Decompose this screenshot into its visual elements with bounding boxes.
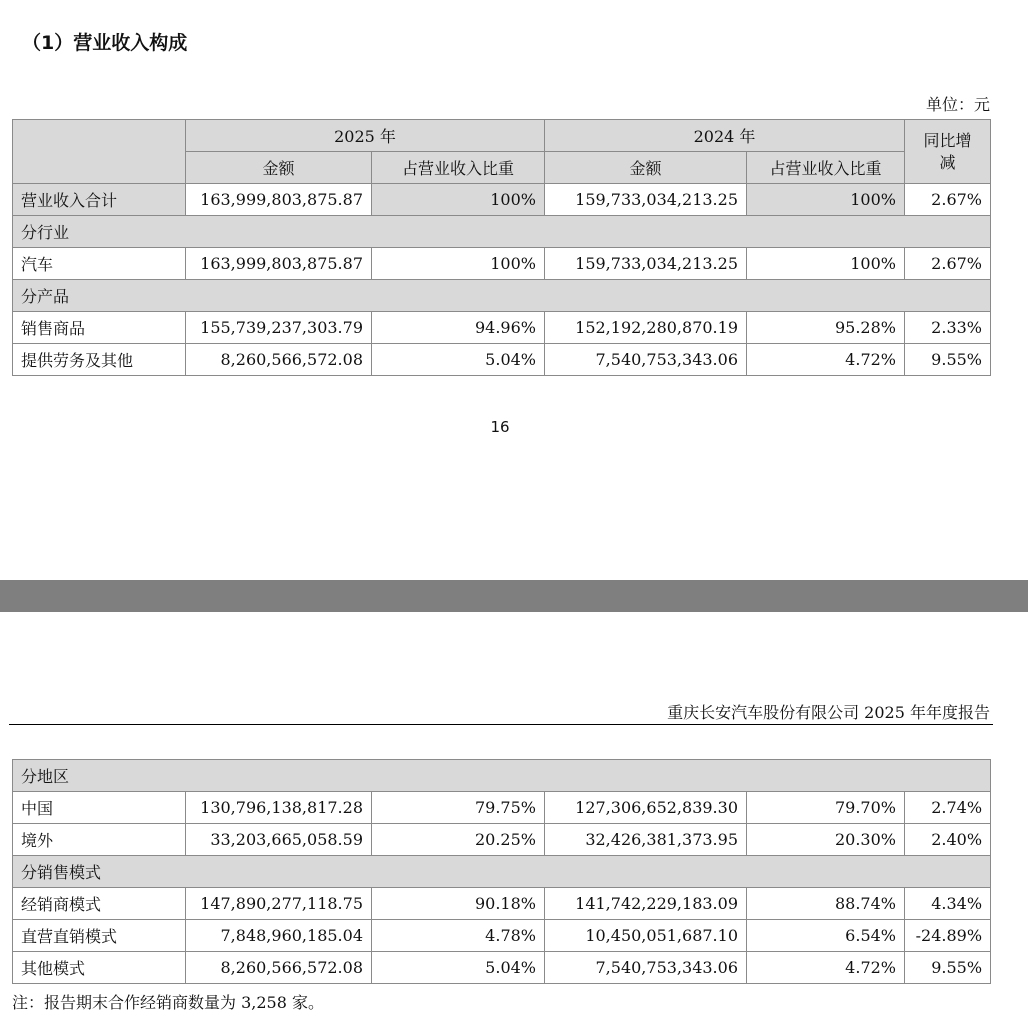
ratio-2024: 88.74%: [747, 888, 905, 920]
section-label: 分产品: [13, 280, 991, 312]
page-break-bar: [0, 580, 1028, 612]
footnote: 注：报告期末合作经销商数量为 3,258 家。: [12, 993, 324, 1012]
revenue-table-part1: [12, 119, 991, 376]
amount-2025: 7,848,960,185.04: [186, 920, 372, 952]
amount-2024: 7,540,753,343.06: [545, 952, 747, 984]
table-row: [13, 824, 991, 856]
amount-2025: 155,739,237,303.79: [186, 312, 372, 344]
page-number: 16: [490, 418, 510, 436]
amount-2025: 163,999,803,875.87: [186, 184, 372, 216]
ratio-2025: 20.25%: [372, 824, 545, 856]
header-year-2024: 2024 年: [545, 120, 905, 152]
yoy-change: 2.33%: [905, 312, 991, 344]
ratio-2024: 95.28%: [747, 312, 905, 344]
section-label: 分行业: [13, 216, 991, 248]
amount-2024: 127,306,652,839.30: [545, 792, 747, 824]
ratio-2024: 20.30%: [747, 824, 905, 856]
section-row-industry: [13, 216, 991, 248]
table-row: [13, 344, 991, 376]
ratio-2025: 94.96%: [372, 312, 545, 344]
ratio-2025: 4.78%: [372, 920, 545, 952]
section-row-region: [13, 760, 991, 792]
ratio-2025: 100%: [372, 184, 545, 216]
header-yoy: 同比增减: [905, 120, 991, 184]
yoy-change: 2.67%: [905, 184, 991, 216]
table-row: [13, 792, 991, 824]
amount-2025: 130,796,138,817.28: [186, 792, 372, 824]
yoy-change: 4.34%: [905, 888, 991, 920]
ratio-2025: 79.75%: [372, 792, 545, 824]
row-label: 提供劳务及其他: [13, 344, 186, 376]
section-label: 分销售模式: [13, 856, 991, 888]
table-row-total: [13, 184, 991, 216]
section-row-sales-model: [13, 856, 991, 888]
ratio-2024: 100%: [747, 184, 905, 216]
amount-2025: 33,203,665,058.59: [186, 824, 372, 856]
header-ratio-2025: 占营业收入比重: [372, 152, 545, 184]
report-header: 重庆长安汽车股份有限公司 2025 年年度报告: [667, 703, 990, 722]
yoy-change: 2.74%: [905, 792, 991, 824]
amount-2024: 141,742,229,183.09: [545, 888, 747, 920]
amount-2024: 7,540,753,343.06: [545, 344, 747, 376]
amount-2025: 8,260,566,572.08: [186, 344, 372, 376]
ratio-2025: 5.04%: [372, 952, 545, 984]
row-label: 经销商模式: [13, 888, 186, 920]
header-year-2025: 2025 年: [186, 120, 545, 152]
table-row: [13, 312, 991, 344]
amount-2025: 147,890,277,118.75: [186, 888, 372, 920]
header-amount-2025: 金额: [186, 152, 372, 184]
ratio-2025: 100%: [372, 248, 545, 280]
revenue-table-part2: [12, 759, 991, 984]
ratio-2024: 79.70%: [747, 792, 905, 824]
ratio-2024: 6.54%: [747, 920, 905, 952]
header-ratio-2024: 占营业收入比重: [747, 152, 905, 184]
section-row-product: [13, 280, 991, 312]
section-title: （1）营业收入构成: [22, 32, 188, 54]
amount-2024: 159,733,034,213.25: [545, 184, 747, 216]
header-blank: [13, 120, 186, 184]
yoy-change: 9.55%: [905, 344, 991, 376]
row-label: 直营直销模式: [13, 920, 186, 952]
ratio-2024: 100%: [747, 248, 905, 280]
header-divider: [9, 724, 993, 725]
amount-2025: 163,999,803,875.87: [186, 248, 372, 280]
table-row: [13, 920, 991, 952]
row-label: 销售商品: [13, 312, 186, 344]
ratio-2025: 90.18%: [372, 888, 545, 920]
row-label: 营业收入合计: [13, 184, 186, 216]
table-row: [13, 248, 991, 280]
yoy-change: 2.67%: [905, 248, 991, 280]
row-label: 汽车: [13, 248, 186, 280]
amount-2024: 32,426,381,373.95: [545, 824, 747, 856]
amount-2024: 152,192,280,870.19: [545, 312, 747, 344]
section-label: 分地区: [13, 760, 991, 792]
table-row: [13, 952, 991, 984]
yoy-change: 9.55%: [905, 952, 991, 984]
amount-2025: 8,260,566,572.08: [186, 952, 372, 984]
ratio-2024: 4.72%: [747, 344, 905, 376]
row-label: 其他模式: [13, 952, 186, 984]
ratio-2025: 5.04%: [372, 344, 545, 376]
ratio-2024: 4.72%: [747, 952, 905, 984]
amount-2024: 10,450,051,687.10: [545, 920, 747, 952]
yoy-change: -24.89%: [905, 920, 991, 952]
table-row: [13, 888, 991, 920]
amount-2024: 159,733,034,213.25: [545, 248, 747, 280]
header-amount-2024: 金额: [545, 152, 747, 184]
row-label: 中国: [13, 792, 186, 824]
unit-label: 单位：元: [925, 95, 990, 114]
yoy-change: 2.40%: [905, 824, 991, 856]
row-label: 境外: [13, 824, 186, 856]
